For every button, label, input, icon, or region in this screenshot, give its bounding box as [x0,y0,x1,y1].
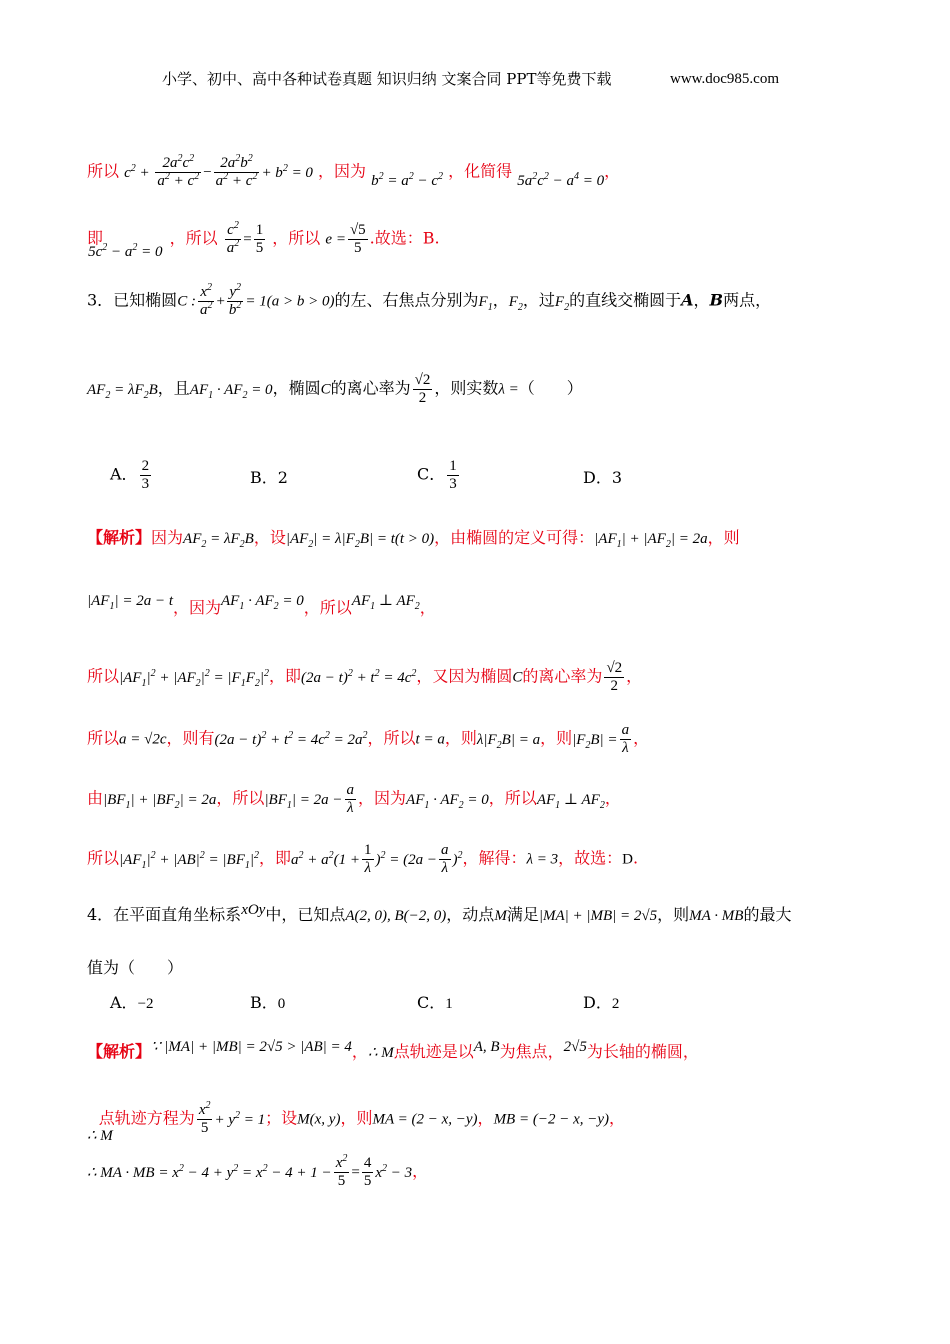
sol-text: ， [412,1161,429,1181]
sol-text: 点轨迹是以 [393,1042,474,1061]
q3-text: A [681,290,694,310]
prev-text: ，因为 [318,161,367,181]
q3-solution-line-6: 所以$|AF_1|^2 + |AB|^2 = |BF_1|^2$，即$a^2 + a^2(1$ + $\frac{1}{\lambda}$ )$^2$ = (2a − $\frac{a}{\lambda}$ )$^2$，解得：λ = 3，故选：D. [87,842,639,876]
q3-text: ， [492,290,509,310]
sol-text: 为长轴的椭圆， [586,1042,699,1061]
option-value: −2 [137,996,154,1012]
option-label: A． [110,993,138,1012]
option-label: D． [583,993,612,1012]
prev-text: 所以 [87,161,120,181]
sol-text: ， [633,728,650,748]
sol-text: ， [609,1108,626,1128]
option-denominator: 3 [449,475,457,492]
q4-solution-line-3: ∴ MA · MB = $x^2 - 4 + y^2 = x^2 - 4 + 1$ − $\frac{x^2}{5}$ = $\frac{4}{5}$ $x^2 - 3$， [87,1153,429,1189]
prev-text: ，化简得 [448,161,513,181]
prev-text: ， [604,161,621,181]
option-value: 1 [445,996,453,1012]
q3-text: 3．已知椭圆 [87,290,178,310]
fraction: $\frac{2a^2c^2}{a^2 + c^2}$ [157,153,200,189]
sol-text: 所以 [87,848,120,868]
q4-option-d[interactable] [583,993,619,1013]
option-value: 0 [277,996,286,1012]
q3-stem-line-2: $AF_2 = \lambda F_2B$，且$AF_1 \cdot AF_2 = 0$，椭圆C的离心率为 $\frac{√2}{2}$ ，则实数λ =（ ） [87,372,583,406]
q3-text: ， [693,290,710,310]
option-label: B． [250,993,278,1012]
sol-text: ，因为 [358,788,407,808]
q3-option-a[interactable] [110,458,153,492]
q4-stem-line-1: 4．在平面直角坐标系xOy中，已知点A(2, 0), B(−2, 0)，动点M满足|MA| + |MB| = 2√5，则MA · MB的最大 [87,902,792,924]
q4-text: 的最大 [743,905,792,924]
sol-text: 点轨迹方程为 [98,1108,195,1128]
sol-text: ，则 [540,728,573,748]
q3-option-b[interactable] [250,468,288,487]
formula: $c^2$ + [124,162,154,181]
option-numerator: 1 [449,458,457,474]
sol-text: ，则 [444,728,477,748]
sol-text: ，解得： [462,848,527,868]
sol-text: 因为 [151,528,184,547]
q4-text: 满足 [506,905,539,924]
q4-option-a[interactable] [110,993,154,1013]
sol-text: ， [477,1108,494,1128]
sol-text: ，即 [259,848,292,868]
q3-text: 的直线交椭圆于 [569,290,682,310]
sol-text: ， [351,1042,368,1061]
q3-text: ，且 [157,378,190,398]
prev-text: ，所以 [272,228,321,248]
sol-text: ，由椭圆的定义可得： [434,528,595,547]
header-text: 小学、初中、高中各种试卷真题 知识归纳 文案合同 PPT等免费下载 [162,70,612,88]
sol-text: 所以 [87,666,120,686]
q3-solution-line-4: 所以a = √2c，则有$(2a - t)^2 + t^2 = 4c^2 = 2a^2$，所以t = a，则$\lambda|F_2B| = a$，则$|F_2B|$ = $\frac{a}{\lambda}$ ， [87,722,650,756]
option-value: 2 [611,996,620,1012]
sol-text: ，所以 [216,788,265,808]
sol-text: ，所以 [303,598,352,617]
q3-text: ，则实数 [434,378,499,398]
sol-text: ，即 [269,666,302,686]
header-url[interactable] [670,70,779,88]
answer-choice: D [622,851,634,868]
sol-text: 由 [87,788,104,808]
sol-text: ，所以 [488,788,537,808]
q3-text: 的左、右焦点分别为 [334,290,479,310]
fraction: $\frac{2a^2b^2}{a^2 + c^2}$ [215,153,258,189]
q4-text: ，则 [657,905,690,924]
q3-text: 两点， [723,290,772,310]
sol-text: 为焦点， [499,1042,564,1061]
option-denominator: 3 [141,475,150,492]
q4-solution-line-2: ∴ M点轨迹方程为 $\frac{x^2}{5}$ + $y^2 = 1$；设M(x, y)，则MA = (2 − x, −y)，MB = (−2 − x, −y)， [87,1100,626,1144]
page-header [162,70,612,88]
q3-solution-line-2: $|AF_1| = 2a - t$，因为$AF_1 \cdot AF_2 = 0$，所以$AF_1$ ⊥ $AF_2$， [87,593,436,617]
q4-option-b[interactable] [250,993,285,1013]
q4-stem-line-2 [87,958,183,977]
q4-text: 4．在平面直角坐标系 [87,905,242,924]
solution-tag: 【解析】 [87,1042,152,1061]
sol-text: ，所以 [367,728,416,748]
q3-text: （ ） [518,378,583,398]
q4-option-c[interactable] [417,993,453,1013]
q4-text: 中，已知点 [265,905,346,924]
option-label: B．2 [250,468,288,487]
option-label: C． [417,464,446,484]
sol-text: 的离心率为 [522,666,603,686]
sol-text: ，则有 [166,728,215,748]
header-url-text[interactable]: www.doc985.com [670,71,780,87]
option-label: C． [417,993,446,1012]
q3-solution-line-5: 由$|BF_1| + |BF_2| = 2a$，所以$|BF_1| = 2a$ − $\frac{a}{\lambda}$ ，因为$AF_1 \cdot AF_2 = 0$，所以$AF_1$ ⊥ $AF_2$， [87,782,621,816]
q4-text: 值为（ ） [87,958,184,977]
option-label: D．3 [583,468,623,487]
q4-solution-line-1: 【解析】∵ |MA| + |MB| = 2√5 > |AB| = 4，∴ M点轨迹是以A, B为焦点，2√5为长轴的椭圆， [87,1039,699,1061]
q3-stem-line-1: 3．已知椭圆C : $\frac{x^2}{a^2}$ + $\frac{y^2}{b^2}$ = 1(a > b > 0)的左、右焦点分别为$F_1$，$F_2$，过$F_2$的直线交椭圆于A，B两点， [87,282,772,318]
prev-text: .故选：B. [369,228,440,248]
q3-text: ，过 [522,290,555,310]
sol-text: 所以 [87,728,120,748]
fraction: $\frac{c^2}{a^2}$ [226,220,240,256]
q3-text: ，椭圆 [272,378,321,398]
prev-text: 即 [87,228,104,248]
sol-text: ，则 [340,1108,373,1128]
solution-tag: 【解析】 [87,528,152,547]
q3-text: B [709,290,724,310]
prev-solution-line-2: 即 $5c^2 - a^2 = 0$ ，所以 $\frac{c^2}{a^2}$ = $\frac{1}{5}$ ，所以 e = $\frac{√5}{5}$ .故选：B. [87,220,440,260]
q3-text: 的离心率为 [330,378,411,398]
sol-text: ， [604,788,621,808]
q3-option-c[interactable] [417,458,461,492]
sol-text: . [633,848,639,868]
sol-text: ， [626,666,643,686]
q3-option-d[interactable] [583,468,622,487]
q4-text: ，动点 [446,905,495,924]
sol-text: ；设 [265,1108,298,1128]
prev-solution-line-1: 所以 $c^2$ + $\frac{2a^2c^2}{a^2 + c^2}$ − $\frac{2a^2b^2}{a^2 + c^2}$ + $b^2 = 0$ ，因为 $b^2 = a^2 - c^2$ ，化简得 $5a^2c^2 - a^4 = 0$， [87,153,621,189]
sol-text: ，设 [253,528,286,547]
q3-solution-line-1: 【解析】因为$AF_2 = \lambda F_2B$，设$|AF_2| = \lambda|F_2B| = t(t > 0)$，由椭圆的定义可得：$|AF_1| + |AF_2| = 2a$，则 [87,528,740,550]
option-label: A． [110,464,138,484]
option-numerator: 2 [141,458,150,474]
prev-text: ，所以 [169,228,218,248]
sol-text: ， [419,598,436,617]
q3-solution-line-3: 所以$|AF_1|^2 + |AF_2|^2 = |F_1F_2|^2$，即$(2a - t)^2 + t^2 = 4c^2$，又因为椭圆C的离心率为 $\frac{√2}{2}$ ， [87,660,643,694]
sol-text: ，因为 [173,598,222,617]
sol-text: ，则 [707,528,740,547]
sol-text: ，故选： [558,848,623,868]
sol-text: ，又因为椭圆 [416,666,513,686]
